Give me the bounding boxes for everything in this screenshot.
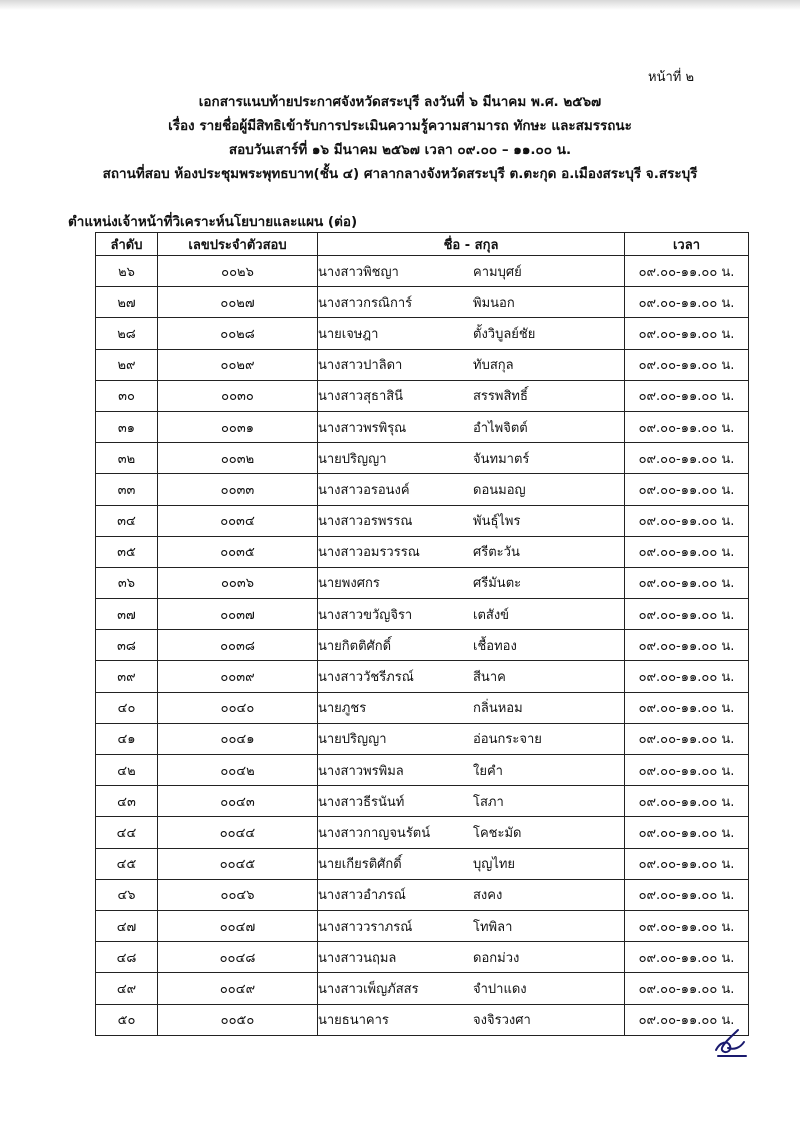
exam-time: ๐๙.๐๐-๑๑.๐๐ น. [625,411,749,442]
row-number: ๔๑ [96,723,158,754]
first-name: นางสาววราภรณ์ [318,919,413,935]
full-name [318,942,625,973]
full-name [318,318,625,349]
first-name: นางสาววัชรีภรณ์ [318,670,414,686]
last-name: สงคง [473,888,503,904]
table-row [96,973,749,1004]
full-name [318,256,625,287]
exam-time: ๐๙.๐๐-๑๑.๐๐ น. [625,723,749,754]
exam-id: ๐๐๔๙ [158,973,318,1004]
row-number: ๔๒ [96,755,158,786]
exam-time: ๐๙.๐๐-๑๑.๐๐ น. [625,349,749,380]
header-no: ลำดับ [96,233,158,256]
full-name [318,474,625,505]
row-number: ๓๘ [96,630,158,661]
full-name [318,505,625,536]
header-time: เวลา [625,233,749,256]
row-number: ๒๖ [96,256,158,287]
row-number: ๔๗ [96,910,158,941]
last-name: ดอนมอญ [473,482,526,498]
exam-id: ๐๐๔๘ [158,942,318,973]
header-line-2: เรื่อง รายชื่อผู้มีสิทธิเข้ารับการประเมินความรู้ความสามารถ ทักษะ และสมรรถนะ [168,118,632,134]
table-row [96,630,749,661]
row-number: ๒๗ [96,287,158,318]
exam-time: ๐๙.๐๐-๑๑.๐๐ น. [625,910,749,941]
first-name: นางสาวอำภรณ์ [318,888,406,904]
first-name: นางสาวอรพรรณ [318,514,413,530]
full-name [318,848,625,879]
exam-id: ๐๐๓๐ [158,380,318,411]
exam-time: ๐๙.๐๐-๑๑.๐๐ น. [625,1004,749,1035]
full-name [318,536,625,567]
last-name: ตั้งวิบูลย์ชัย [473,326,536,342]
first-name: นางสาวธีรนันท์ [318,794,405,810]
row-number: ๔๔ [96,817,158,848]
last-name: จันทมาตร์ [473,451,530,467]
last-name: จำปาแดง [473,981,527,997]
row-number: ๔๐ [96,692,158,723]
exam-time: ๐๙.๐๐-๑๑.๐๐ น. [625,287,749,318]
full-name [318,411,625,442]
last-name: ศรีมันตะ [473,576,522,592]
table-row [96,536,749,567]
candidate-table [95,232,749,1036]
first-name: นางสาวพรพิรุณ [318,420,407,436]
full-name [318,567,625,598]
exam-time: ๐๙.๐๐-๑๑.๐๐ น. [625,973,749,1004]
last-name: สรรพสิทธิ์ [473,389,528,405]
table-header-row [96,233,749,256]
full-name [318,443,625,474]
exam-id: ๐๐๓๗ [158,599,318,630]
last-name: ใยคำ [473,763,503,779]
exam-time: ๐๙.๐๐-๑๑.๐๐ น. [625,817,749,848]
table-row [96,942,749,973]
exam-id: ๐๐๓๑ [158,411,318,442]
last-name: อ่อนกระจาย [473,732,542,748]
last-name: โสภา [473,794,504,810]
exam-time: ๐๙.๐๐-๑๑.๐๐ น. [625,786,749,817]
row-number: ๓๒ [96,443,158,474]
header-line-3: สอบวันเสาร์ที่ ๑๖ มีนาคม ๒๕๖๗ เวลา ๐๙.๐๐ – ๑๑.๐๐ น. [228,142,572,158]
exam-id: ๐๐๓๔ [158,505,318,536]
row-number: ๔๙ [96,973,158,1004]
row-number: ๔๖ [96,879,158,910]
row-number: ๓๑ [96,411,158,442]
table-row [96,287,749,318]
last-name: โคชะมัด [473,825,522,841]
exam-time: ๐๙.๐๐-๑๑.๐๐ น. [625,256,749,287]
first-name: นางสาวกรณิการ์ [318,295,413,311]
exam-time: ๐๙.๐๐-๑๑.๐๐ น. [625,661,749,692]
row-number: ๓๙ [96,661,158,692]
exam-id: ๐๐๓๘ [158,630,318,661]
table-row [96,910,749,941]
first-name: นายปริญญา [318,451,387,467]
row-number: ๔๓ [96,786,158,817]
exam-time: ๐๙.๐๐-๑๑.๐๐ น. [625,567,749,598]
table-row [96,879,749,910]
full-name [318,755,625,786]
last-name: สีนาค [473,670,506,686]
table-row [96,256,749,287]
last-name: กลิ่นหอม [473,701,523,717]
row-number: ๓๗ [96,599,158,630]
first-name: นายภูชร [318,701,367,717]
header-line-4: สถานที่สอบ ห้องประชุมพระพุทธบาท(ชั้น ๔) ศาลากลางจังหวัดสระบุรี ต.ตะกุด อ.เมืองสระบุรี จ.สระบุรี [102,166,698,182]
table-row [96,755,749,786]
full-name [318,723,625,754]
exam-id: ๐๐๔๑ [158,723,318,754]
full-name [318,786,625,817]
table-row [96,599,749,630]
first-name: นางสาวสุธาสินี [318,389,404,405]
row-number: ๕๐ [96,1004,158,1035]
table-row [96,380,749,411]
first-name: นายธนาคาร [318,1013,389,1029]
row-number: ๔๕ [96,848,158,879]
full-name [318,661,625,692]
last-name: จงจิรวงศา [473,1013,531,1029]
last-name: อำไพจิตต์ [473,420,528,436]
table-row [96,318,749,349]
header-line-1: เอกสารแนบท้ายประกาศจังหวัดสระบุรี ลงวันที่ ๖ มีนาคม พ.ศ. ๒๕๖๗ [198,94,602,110]
row-number: ๓๐ [96,380,158,411]
first-name: นางสาวกาญจนรัตน์ [318,825,431,841]
last-name: บุญไทย [473,857,516,873]
row-number: ๔๘ [96,942,158,973]
table-row [96,443,749,474]
table-row [96,1004,749,1035]
last-name: เชื้อทอง [473,638,517,654]
exam-id: ๐๐๔๖ [158,879,318,910]
exam-id: ๐๐๒๖ [158,256,318,287]
exam-id: ๐๐๔๗ [158,910,318,941]
exam-id: ๐๐๕๐ [158,1004,318,1035]
table-row [96,505,749,536]
exam-id: ๐๐๒๙ [158,349,318,380]
full-name [318,380,625,411]
first-name: นายเกียรติศักดิ์ [318,857,402,873]
table-row [96,349,749,380]
full-name [318,349,625,380]
header-name: ชื่อ - สกุล [318,233,625,256]
signature-icon [710,1020,750,1060]
exam-id: ๐๐๒๘ [158,318,318,349]
table-row [96,567,749,598]
scan-edge-shadow [0,0,800,10]
first-name: นายกิตติศักดิ์ [318,638,392,654]
first-name: นางสาวพิชญา [318,264,399,280]
full-name [318,973,625,1004]
table-row [96,411,749,442]
exam-time: ๐๙.๐๐-๑๑.๐๐ น. [625,879,749,910]
row-number: ๓๖ [96,567,158,598]
first-name: นางสาวอมรวรรณ [318,545,420,561]
full-name [318,630,625,661]
first-name: นางสาวขวัญจิรา [318,607,413,623]
page-number: หน้าที่ ๒ [648,70,695,85]
exam-id: ๐๐๓๖ [158,567,318,598]
section-title: ตำแหน่งเจ้าหน้าที่วิเคราะห์นโยบายและแผน (ต่อ) [68,214,358,230]
first-name: นางสาวนฤมล [318,950,397,966]
exam-id: ๐๐๓๓ [158,474,318,505]
last-name: เตสังข์ [473,607,510,623]
table-row [96,723,749,754]
exam-time: ๐๙.๐๐-๑๑.๐๐ น. [625,599,749,630]
full-name [318,287,625,318]
last-name: ทับสกุล [473,358,514,374]
row-number: ๓๕ [96,536,158,567]
header-exam-id: เลขประจำตัวสอบ [158,233,318,256]
exam-id: ๐๐๔๕ [158,848,318,879]
last-name: คามบุศย์ [473,264,522,280]
first-name: นางสาวเพ็ญภัสสร [318,981,419,997]
exam-id: ๐๐๔๔ [158,817,318,848]
row-number: ๒๘ [96,318,158,349]
exam-time: ๐๙.๐๐-๑๑.๐๐ น. [625,474,749,505]
exam-id: ๐๐๔๓ [158,786,318,817]
first-name: นายเจษฎา [318,326,379,342]
full-name [318,817,625,848]
full-name [318,1004,625,1035]
exam-time: ๐๙.๐๐-๑๑.๐๐ น. [625,443,749,474]
exam-time: ๐๙.๐๐-๑๑.๐๐ น. [625,318,749,349]
table-row [96,786,749,817]
exam-time: ๐๙.๐๐-๑๑.๐๐ น. [625,630,749,661]
exam-time: ๐๙.๐๐-๑๑.๐๐ น. [625,505,749,536]
row-number: ๓๔ [96,505,158,536]
table-row [96,661,749,692]
table-row [96,474,749,505]
exam-time: ๐๙.๐๐-๑๑.๐๐ น. [625,536,749,567]
last-name: ศรีตะวัน [473,545,520,561]
exam-id: ๐๐๒๗ [158,287,318,318]
last-name: ดอกม่วง [473,950,520,966]
exam-id: ๐๐๔๐ [158,692,318,723]
table-row [96,692,749,723]
first-name: นางสาวอรอนงค์ [318,482,410,498]
first-name: นายพงศกร [318,576,380,592]
table-row [96,848,749,879]
document-header [60,90,740,186]
exam-id: ๐๐๓๒ [158,443,318,474]
full-name [318,599,625,630]
row-number: ๒๙ [96,349,158,380]
exam-id: ๐๐๓๙ [158,661,318,692]
last-name: พันธุ์ไพร [473,514,521,530]
last-name: พิมนอก [473,295,515,311]
table-row [96,817,749,848]
full-name [318,692,625,723]
first-name: นางสาวพรพิมล [318,763,404,779]
last-name: โทพิลา [473,919,513,935]
exam-time: ๐๙.๐๐-๑๑.๐๐ น. [625,692,749,723]
first-name: นางสาวปาลิดา [318,358,403,374]
exam-time: ๐๙.๐๐-๑๑.๐๐ น. [625,380,749,411]
exam-id: ๐๐๓๕ [158,536,318,567]
full-name [318,910,625,941]
exam-id: ๐๐๔๒ [158,755,318,786]
exam-time: ๐๙.๐๐-๑๑.๐๐ น. [625,942,749,973]
row-number: ๓๓ [96,474,158,505]
full-name [318,879,625,910]
exam-time: ๐๙.๐๐-๑๑.๐๐ น. [625,755,749,786]
first-name: นายปริญญา [318,732,387,748]
exam-time: ๐๙.๐๐-๑๑.๐๐ น. [625,848,749,879]
